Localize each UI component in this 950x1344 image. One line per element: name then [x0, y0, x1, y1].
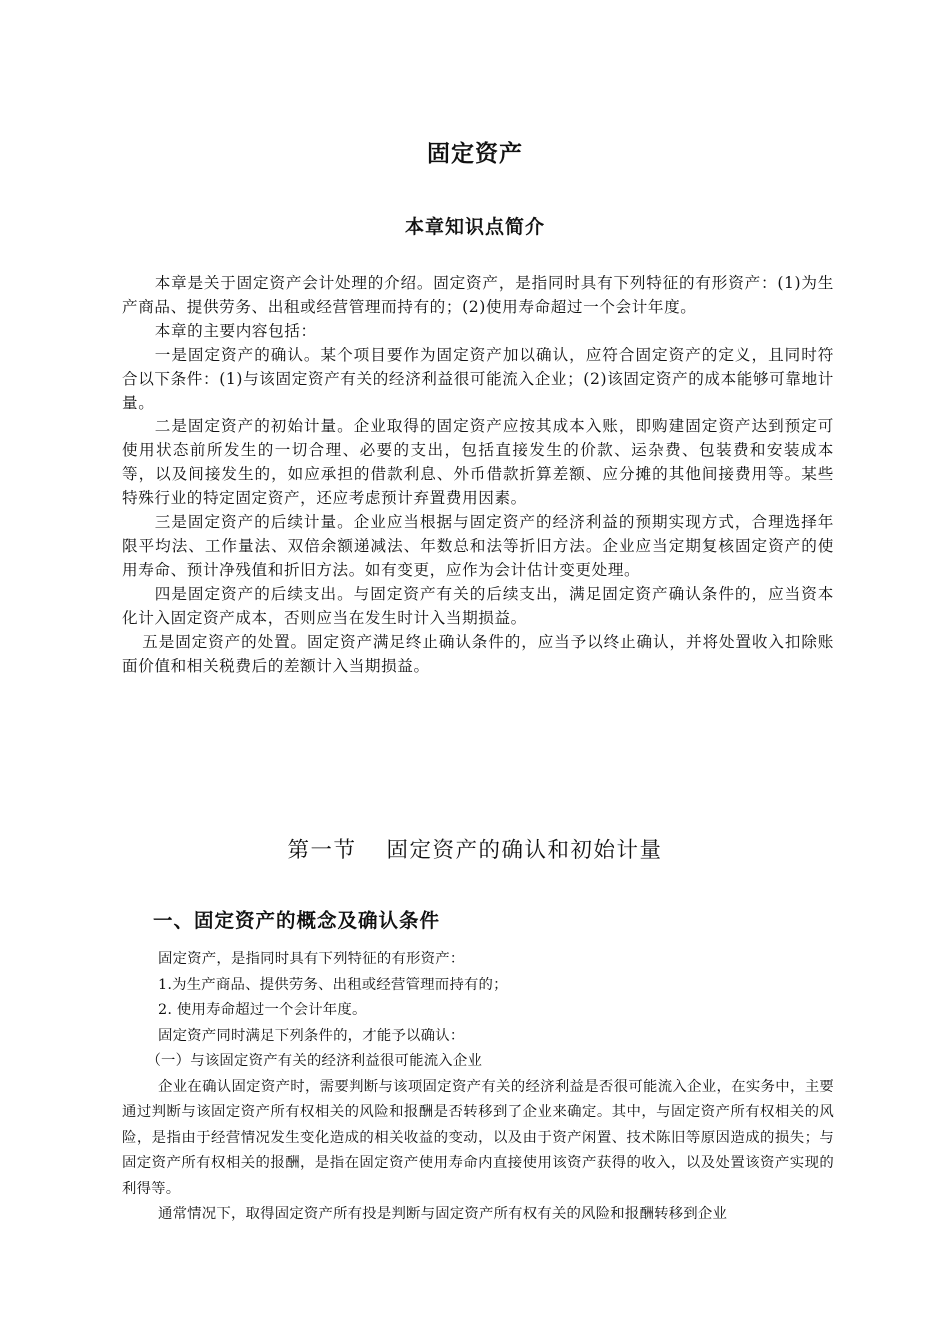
- body-paragraph: 1.为生产商品、提供劳务、出租或经营管理而持有的；: [158, 976, 508, 993]
- subsection-heading: 一、固定资产的概念及确认条件: [153, 909, 441, 932]
- intro-paragraph: 本章是关于固定资产会计处理的介绍。固定资产，是指同时具有下列特征的有形资产：(1)为生产商品、提供劳务、出租或经营管理而持有的；(2)使用寿命超过一个会计年度。: [122, 274, 834, 316]
- intro-paragraph: 二是固定资产的初始计量。企业取得的固定资产应按其成本入账，即购建固定资产达到预定可使用状态前所发生的一切合理、必要的支出，包括直接发生的价款、运杂费、包装费和安装成本等，以及间接发生的，如应承担的借款利息、外币借款折算差额、应分摊的其他间接费用等。某些特殊行业的特定固定资产，还应考虑预计弃置费用因素。: [122, 417, 834, 508]
- intro-paragraph: 五是固定资产的处置。固定资产满足终止确认条件的，应当予以终止确认，并将处置收入扣除账面价值和相关税费后的差额计入当期损益。: [122, 632, 834, 675]
- body-paragraph: 企业在确认固定资产时，需要判断与该项固定资产有关的经济利益是否很可能流入企业，在实务中，主要通过判断与该固定资产所有权相关的风险和报酬是否转移到了企业来确定。其中，与固定资产所有权相关的风险，是指由于经营情况发生变化造成的相关收益的变动，以及由于资产闲置、技术陈旧等原因造成的损失；与固定资产所有权相关的报酬，是指在固定资产使用寿命内直接使用该资产获得的收入，以及处置该资产实现的利得等。: [122, 1078, 834, 1197]
- section-number: 第一节: [287, 838, 357, 863]
- chapter-title: 固定资产: [427, 141, 523, 167]
- section-title: 固定资产的确认和初始计量: [386, 838, 663, 863]
- intro-paragraph: 四是固定资产的后续支出。与固定资产有关的后续支出，满足固定资产确认条件的，应当资本化计入固定资产成本，否则应当在发生时计入当期损益。: [122, 584, 834, 627]
- body-paragraph: 通常情况下，取得固定资产所有投是判断与固定资产所有权有关的风险和报酬转移到企业: [158, 1206, 728, 1222]
- body-paragraph: 固定资产同时满足下列条件的，才能予以确认：: [158, 1027, 465, 1044]
- chapter-subtitle: 本章知识点简介: [404, 216, 545, 238]
- body-paragraph: （一）与该固定资产有关的经济利益很可能流入企业: [146, 1053, 483, 1069]
- section-heading: [0, 833, 950, 864]
- body-section: [122, 947, 834, 1228]
- body-paragraph: 2. 使用寿命超过一个会计年度。: [158, 1002, 367, 1018]
- intro-paragraph: 本章的主要内容包括：: [154, 321, 317, 340]
- intro-paragraph: 一是固定资产的确认。某个项目要作为固定资产加以确认，应符合固定资产的定义，且同时符合以下条件：(1)与该固定资产有关的经济利益很可能流入企业；(2)该固定资产的成本能够可靠地计量。: [122, 345, 834, 412]
- intro-section: [122, 272, 834, 678]
- body-paragraph: 固定资产，是指同时具有下列特征的有形资产：: [158, 951, 465, 967]
- intro-paragraph: 三是固定资产的后续计量。企业应当根据与固定资产的经济利益的预期实现方式，合理选择年限平均法、工作量法、双倍余额递减法、年数总和法等折旧方法。企业应当定期复核固定资产的使用寿命、预计净残值和折旧方法。如有变更，应作为会计估计变更处理。: [122, 513, 834, 579]
